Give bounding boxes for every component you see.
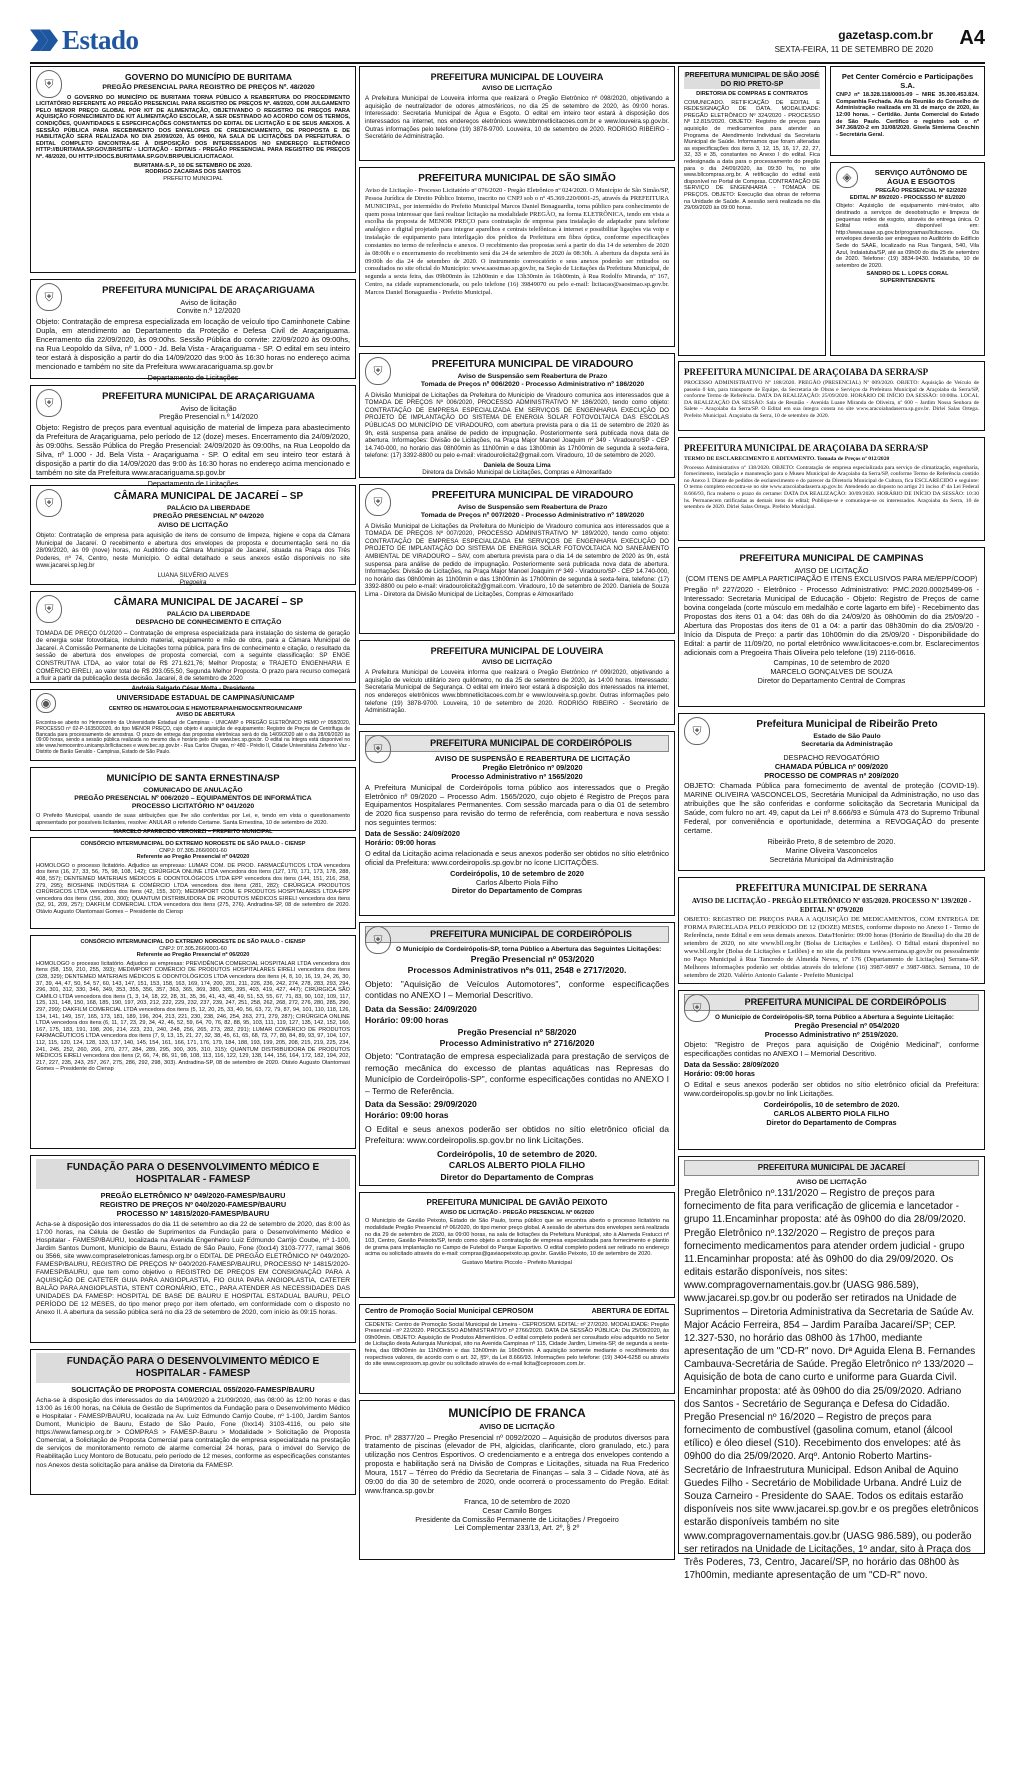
notice-object: Objeto: "Contratação de empresa especializada para prestação de serviços de remoção mecânica do excesso de plantas aquáticas nas Represas do Município de Cordeirópolis-SP", conforme especificações contidas no ANEXO I – Termo de Referência.	[365, 1051, 669, 1096]
notice-line: Processo Administrativo nº 2716/2020	[439, 1037, 595, 1048]
site-url[interactable]: gazetasp.com.br	[838, 28, 933, 42]
notice-title: ABERTURA DE EDITAL	[591, 1308, 669, 1315]
notice-cordeiropolis-1	[359, 731, 675, 916]
notice-campinas	[678, 547, 985, 707]
logo-text: Estado	[62, 25, 139, 55]
notice-body: O GOVERNO DO MUNICÍPIO DE BURITAMA TORNA PÚBLICO A REABERTURA DO PROCEDIMENTO LICITATÓRIO REFERENTE AO PREGÃO PRESENCIAL PARA REGISTRO DE PREÇOS Nº. 48/2020, COM JULGAMENTO PELO MENOR PREÇO GLOBAL POR KIT DE ALIMENTAÇÃO, OBJETIVANDO O REGISTRO DE PREÇOS PARA AQUISIÇÃO FORNECIMENTO DE KIT ALIMENTAÇÃO ESCOLAR, A SER DESTINADO AO ACORDO COM OS TERMOS, CONDIÇÕES, QUANTIDADES E ESPECIFICAÇÕES CONSTANTES DO EDITAL DE LICITAÇÃO E DE SEUS ANEXOS. A SESSÃO PÚBLICA PARA RECEBIMENTO DOS ENVELOPES DE CREDENCIAMENTO, DE PROPOSTA E DE HABILITAÇÃO SERÁ REALIZADA NO DIA 25/09/2020, ÀS 09H00, NA SALA DE LICITAÇÕES DA PREFEITURA. O EDITAL COMPLETO ENCONTRA-SE À DISPOSIÇÃO DOS INTERESSADOS NO ENDEREÇO ELETRÔNICO HTTP://BURITAMA.SP.GOV.BR/SITE/ - LICITAÇÃO - EDITAIS - PREGÃO PRESENCIAL PARA REGISTRO DE PREÇOS Nº. 48/2020, OU HTTP://DOCS.BURITAMA.SP.GOV.BR/PUBLIC/LICITACAO/.	[36, 94, 350, 160]
notice-subtitle: AVISO DE LICITAÇÃO	[481, 658, 553, 666]
notice-title: PREFEITURA MUNICIPAL DE LOUVEIRA	[430, 72, 604, 82]
notice-body: PROCESSO ADMINISTRATIVO Nº 188/2020. PREGÃO (PRESENCIAL) Nº 009/2020. OBJETO: Aquisição de Veículo de passeio 0 km, para transporte de Equipe, da Secretaria de Obras e Serviços da Prefeitura Municipal de Araçoiaba da Serra/SP, conforme Termo de Referência. DATA DA REALIZAÇÃO: 25/09/2020. HORÁRIO DE INÍCIO DA SESSÃO: 10:00hs. LOCAL DA REALIZAÇÃO DA SESSÃO: Sala de Reunião - Avenida Luane Miranda de Oliveira, nº 600 – Jardim Nossa Senhora de Salete – Araçoiaba da Serra/SP. O Edital em sua íntegra consta no site www.aracoiabadaserra.sp.gov.br. Dirlei Salas Ortega. Prefeito Municipal. Araçoiaba da Serra, 10 de setembro de 2020.	[684, 379, 979, 419]
notice-subtitle: Aviso de licitação	[180, 297, 237, 307]
notice-subtitle: EDITAL Nº 89/2020 - PROCESSO Nº 81/2020	[849, 194, 966, 201]
notice-signature: Carlos Alberto Piola Filho	[476, 877, 558, 887]
notice-intro: O Município de Cordeirópolis-SP, torna Público a Abertura das Seguintes Licitações:	[396, 945, 662, 953]
notice-intro: O Município de Cordeirópolis-SP, torna Público a Abertura a Seguinte Licitação:	[715, 1013, 954, 1021]
notice-ciensp-1	[30, 837, 356, 929]
notice-louveira-2	[359, 640, 675, 725]
notice-line: Processos Administrativos nºs 011, 2548 e 2717/2020.	[407, 965, 627, 976]
coat-of-arms-icon: ⛨	[36, 595, 62, 623]
notice-body: O edital da Licitação acima relacionada e seus anexos poderão ser obtidos no sítio eletrônico oficial da Prefeitura: www.cordeiropolis.sp.gov.br no ícone LICITAÇÕES.	[365, 848, 669, 867]
coat-of-arms-icon: ⛨	[36, 489, 62, 517]
notice-title: PREFEITURA MUNICIPAL DE SÃO JOSÉ DO RIO PRETO-SP	[684, 72, 820, 88]
notice-role: Diretor do Departamento Central de Compras	[757, 676, 906, 686]
notice-subtitle: PREGÃO PRESENCIAL PARA REGISTRO DE PREÇOS Nº. 48/2020	[102, 84, 315, 92]
notice-famesp-1	[30, 1155, 356, 1343]
notice-body: Pregão Eletrônico nº.131/2020 – Registro de preços para fornecimento de fita para verificação de glicemia e lancetador - grupo 11.Encaminhar proposta: até às 09h00 do dia 28/09/2020. Pregão Eletrônico nº.132/2020 – Registro de preços para fornecimento medicamentos para atender ordem judicial - grupo 11.Encaminhar proposta: até às 09h00 do dia 29/09/2020. Os editais estarão disponíveis, nos sites: www.compragovernamentais.gov.br (UASG 986.589), www.jacarei.sp.gov.br ou poderão ser retirados na Unidade de Suprimentos – Diretoria Administrativa da Secretaria de Saúde Av. Major Acácio Ferreira, 854 – Jardim Paraíba Jacareí/SP; CEP. 12.327-530, no horário das 08h00 às 17h00, mediante apresentação de um "CD-R" novo. Drª Aguida Elena B. Fernandes Cambauva-Secretária de Saúde. Pregão Eletrônico nº 133/2020 – Aquisição de bota de cano curto e uniforme para Guarda Civil. Encaminhar proposta: até às 09h00 do dia 25/09/2020. Adriano dos Santos - Secretário de Segurança e Defesa do Cidadão. Pregão Presencial nº 16/2020 – Registro de preços para fornecimento de combustível (gasolina comum, etanol (álcool etílico) e óleo diesel (S10). Recebimento dos envelopes: até às 09h00 do dia 25/09/2020. Arqº. Antonio Roberto Martins- Secretário de Infraestrutura Municipal. Edson Anibal de Aquino Guedes Filho - Secretário de Mobilidade Urbana. André Luiz de Souza Carneiro - Presidente do SAAE. Todos os editais estarão disponíveis nos site www.jacarei.sp.gov.br e os pregões eletrônicos estarão disponíveis também no site www.compragovernamentais.gov.br (UASG 986.589), ou poderão ser retirados na Unidade de Licitações, 1º andar, sito à Praça dos Três Poderes, 73, Centro, Jacareí/SP, no horário das 08h00 às 17h00min, mediante apresentação de um "CD-R" novo.	[684, 1188, 979, 1582]
notice-role: Diretora da Divisão Municipal de Licitações, Compras e Almoxarifado	[422, 469, 612, 477]
notice-subtitle: DESPACHO DE CONHECIMENTO E CITAÇÃO	[135, 619, 282, 627]
notice-title: CÂMARA MUNICIPAL DE JACAREÍ – SP	[113, 597, 304, 608]
notice-body: Acha-se à disposição dos interessados do dia 11 de setembro ao dia 22 de setembro de 2020, das 8:00 às 17:00 horas, na Célula de Gestão de Suprimentos da Fundação para o Desenvolvimento Médico e Hospitalar - FAMESP/BAURU, localizada na Avenida Engenheiro Luiz Edmundo Carrijo Coube, nº 1-100, Jardim Santos Dumont, Município de Bauru, Estado de São Paulo, Fone (0xx14) 3103-7777, ramal 3606 ou 3566, site www.compraseletronicas.famesp.org.br o EDITAL DE PREGÃO ELETRÔNICO Nº 049/2020-FAMESP/BAURU, REGISTRO DE PREÇOS Nº 040/2020-FAMESP/BAURU, PROCESSO Nº 14815/2020-FAMESP/BAURU, que tem como objetivo o REGISTRO DE PREÇOS EM CONSIGNAÇÃO PARA A AQUISIÇÃO DE CATETER GUIA PARA ANGIOPLASTIA, FIO GUIA PARA ANGIOPLASTIA, CATETER BALÃO PARA ANGIOPLASTIA, STENT CORONÁRIO, ETC., PARA ATENDER AS NECESSIDADES DAS UNIDADES DA FAMESP: HOSPITAL DE BASE DE BAURU E HOSPITAL ESTADUAL BAURU, PELO PERÍODO DE 12 MESES, do tipo menor preço por item ofertado, em conformidade com o disposto no Anexo II. A abertura da sessão pública será no dia 23 de setembro de 2020, com início às 09:15 horas.	[36, 1221, 350, 1317]
notice-body: OBJETO: Chamada Pública para fornecimento de avental de proteção (COVID-19). MARINE OLIVEIRA VASCONCELOS, Secretária Municipal da Administração, no uso das atribuições que lhe são conferidas e conforme solicitação da Secretaria Municipal da Saúde, com fulcro no art. 49, caput da Lei nº 8.666/93 e Súmula 473 do Supremo Tribunal Federal, por conveniência e oportunidade, determina a REVOGAÇÃO do presente certame.	[684, 781, 979, 835]
notice-body: Objeto: Contratação de empresa especializada em locação de veículo tipo Caminhonete Cabine Dupla, em atendimento ao Departamento da Proteção e Defesa Civil de Araçariguama. Encerramento dia 22/09/2020, às 09:00hs. Sessão Pública do convite: 22/09/2020 às 09:00hs, na Rua Leopoldo da Silva, nº 1.000 - Jd. Bela Vista - Araçariguama - SP. O edital em seu inteiro teor estará à disposição a partir do dia 14/09/2020 das 9:00 às 16:30 horas no endereço acima mencionado e também no site da Prefeitura www.aracariguama.sp.gov.br	[36, 317, 350, 371]
notice-body: O Município de Gavião Peixoto, Estado de São Paulo, torna público que se encontra aberto o processo licitatório na modalidade Pregão Presencial nº 06/2020, do tipo menor preço global. A sessão de abertura dos envelopes será realizada no dia 29 de setembro de 2020, às 09:00 horas, na sala de licitações da Prefeitura Municipal, sito à Alameda Fratucci nº 103, Centro, Gavião Peixoto/SP, tendo como objeto a contratação de empresa especializada para fornecimento e plantio de grama para implantação no Campo de Futebol do Parque Esportivo. O edital completo poderá ser retirado no endereço acima ou solicitado através do e-mail: compras@gaviaopeixoto.sp.gov.br. Gavião Peixoto, 10 de setembro de 2020.	[365, 1218, 669, 1258]
notice-aracariguama-2	[30, 385, 356, 488]
notice-law: Lei Complementar 233/13, Art. 2º, § 2º	[454, 1523, 580, 1533]
column-right	[678, 66, 985, 1582]
notice-date: Cordeirópolis, 10 de setembro de 2020.	[763, 1099, 900, 1109]
notice-body: Objeto: Registro de preços para eventual aquisição de material de limpeza para abastecimento da Prefeitura de Araçariguama, pelo período de 12 (doze) meses. Encerramento dia 24/09/2020, às 09:00hs. Sessão Pública do Pregão Presencial: 24/09/2020 às 09:00hs, na Rua Leopoldo da Silva, nº 1.000 - Jd. Bela Vista - Araçariguama - SP. O edital em seu inteiro teor estará à disposição a partir do dia 14/09/2020 das 9:00 às 16:30 horas no endereço acima mencionado e também no site da Prefeitura www.aracariguama.sp.gov.br	[36, 423, 350, 477]
notice-title: PREFEITURA MUNICIPAL DE GAVIÃO PEIXOTO	[426, 1198, 608, 1207]
notice-role: Diretor do Departamento de Compras	[451, 886, 583, 896]
notice-title: Pet Center Comércio e Participações S.A.	[841, 72, 974, 91]
notice-subtitle: AVISO DE SUSPENSÃO E REABERTURA DE LICITAÇÃO	[434, 753, 631, 763]
notice-subtitle: Pregão Presencial n.º 14/2020	[159, 412, 258, 422]
notice-signature: MARCELO APARECIDO VERONEZI – PREFEITO MUNICIPAL	[113, 828, 273, 835]
notice-object: Objeto: "Aquisição de Veículos Automotores", conforme especificações contidas no ANEXO I – Memorial Descritivo.	[365, 978, 669, 1001]
notice-body: Aviso de Licitação - Processo Licitatório nº 076/2020 - Pregão Eletrônico nº 024/2020. O Município de São Simão/SP, Pessoa Jurídica de Direito Público Interno, inscrito no CNPJ sob o nº 45.369.220/0001-25, através da PREFEITURA MUNICIPAL, por intermédio do Prefeito Municipal Marcos Daniel Bonaguardia, torna público para conhecimento de quem possa interessar que fará realizar licitação na modalidade PREGÃO, na forma ELETRÔNICA, tendo em vista a escolha da proposta de MENOR PREÇO para contratação de empresa para instalação de adaptador para telefone analógico e digital projetado para integrar aparelhos e centrais telefônicas à internet e possibilitar ligações via voip e instalação de equipamento para interligação dos prédios da Prefeitura em fibra óptica, conforme especificações constantes no termo de referência e anexos. O recebimento das propostas será a partir do dia 14 de setembro de 2020 às 08:00h e o encerramento do recebimento será dia 24 de setembro de 2020 às 08:30h. A abertura da disputa será às 09:00h do dia 24 de setembro de 2020. O instrumento convocatório e seus anexos poderão ser retirados ou consultados no site oficial do Município: www.saosimao.sp.gov.br, na Seção de Licitações da Prefeitura Municipal, de segunda a sexta feira, das 09h00min às 12h00min e das 13h30min às 16h00min, à Rua Rodolfo Miranda, nº 167, Centro, na cidade supramencionada, ou pelo telefone (16) 39849070 ou pelo e-mail: licitacao@saosimao.sp.gov.br. Marcos Daniel Bonaguardia - Prefeito Municipal.	[365, 187, 669, 296]
notice-body: COMUNICADO. RETIFICAÇÃO DE EDITAL E REDESIGNAÇÃO DE DATA. MODALIDADE: PREGÃO ELETRÔNICO Nº 324/2020 - PROCESSO Nº 12.815/2020. OBJETO: Registro de preços para aquisição de medicamentos para atender ao Programa de Atendimento Individual da Secretaria Municipal de Saúde. Informamos que foram alteradas as especificações dos itens 3, 12, 15, 16, 17, 22, 27, 32, 33 e 35, constantes no Anexo I do edital. Fica redesignada a data para o processamento do pregão para o dia 24/09/2020, às 09:30 hs, no site www.bllcompras.org.br. A retificação do edital está disponível no Portal de Compras. CONTRATAÇÃO DE SERVIÇO DE ENGENHARIA - TOMADA DE PREÇOS. OBJETO: Execução das obras de reforma na Unidade de Saúde. A sessão será realizada no dia 29/09/2020 às 09:00 horas.	[684, 99, 820, 212]
notice-title: PREFEITURA MUNICIPAL DE SERRANA	[735, 883, 928, 894]
coat-of-arms-icon: ⛨	[365, 735, 391, 763]
top-row	[678, 66, 985, 356]
notice-signature: Cesar Camilo Borges	[482, 1505, 552, 1515]
notice-date-line: Data da Sessão: 29/09/2020	[365, 1099, 477, 1110]
coat-of-arms-icon: ⛨	[36, 389, 62, 417]
right-stack	[830, 66, 985, 356]
notice-date-line: Data da Sessão: 24/09/2020	[365, 1003, 477, 1014]
coat-of-arms-icon: ⛨	[684, 994, 710, 1022]
notice-title: PREFEITURA MUNICIPAL DE VIRADOURO	[431, 490, 634, 501]
notice-subtitle: (COM ITENS DE AMPLA PARTICIPAÇÃO E ITENS EXCLUSIVOS PARA ME/EPP/COOP)	[685, 574, 978, 584]
notice-cordeiropolis-3	[678, 990, 985, 1150]
notice-body: HOMOLOGO o processo licitatório. Adjudico as empresas: LUMAR COM. DE PROD. FARMACÊUTICOS LTDA vencedora dos itens (16, 27, 33, 56, 75, 98, 108, 142); CIRÚRGICA ONLINE LTDA vencedora dos itens (127, 170, 171, 173, 178, 288, 408, 557); DENTEMED MATERIAIS MÉDICOS E ODONTOLÓGICOS LTDA EPP vencedora dos itens (144, 151, 216, 258, 279, 295); BIOSHINE INDÚSTRIA E COMÉRCIO LTDA vencedora dos itens (281, 282); CIRÚRGICA PRODUTOS CIRÚRGICOS LTDA vencedora dos itens (42, 155, 307); MEDIMPORT COM. E PRODUTOS HOSPITALARES LTDA-EPP vencedora dos itens (156, 200, 300); QUANTUM DISTRIBUIDORA DE PRODUTOS MÉDICOS EIRELI vencedora dos itens (52, 91, 209, 257); DAKFILM COMERCIAL LTDA vencedora dos itens (275, 276). Andradina-SP, 08 de setembro de 2020. Otávio Augusto Olantomasi Gomes – Presidente do Ciensp	[36, 862, 350, 915]
notice-jacarei-prefeitura	[678, 1156, 985, 1582]
notice-title: UNIVERSIDADE ESTADUAL DE CAMPINAS/UNICAMP	[116, 695, 295, 702]
notice-cnpj: CNPJ: 07.305.266/0001-60	[159, 847, 227, 854]
notice-buritama	[30, 66, 356, 273]
notice-date: Cordeirópolis, 10 de setembro de 2020.	[437, 1148, 597, 1159]
notice-cordeiropolis-2	[359, 922, 675, 1186]
coat-of-arms-icon: ⛨	[365, 357, 391, 385]
notice-title: CONSÓRCIO INTERMUNICIPAL DO EXTREMO NOROESTE DE SÃO PAULO - CIENSP	[80, 939, 306, 945]
notice-title: FUNDAÇÃO PARA O DESENVOLVIMENTO MÉDICO E HOSPITALAR - FAMESP	[36, 1353, 350, 1383]
notice-body: Acha-se à disposição dos interessados do dia 14/09/2020 a 21/09/2020, das 08:00 às 12:00 horas e das 13:00 às 16:00 horas, na Célula de Gestão de Suprimentos da Fundação para o Desenvolvimento Médico e Hospitalar - FAMESP/BAURU, localizada na Av. Luiz Edmundo Carrijo Coube, nº 1-100, Jardim Santos Dumont, Município de Bauru, Estado de São Paulo, Fone (0xx14) 3103-4116, ou pelo site https://www.famesp.org.br > COMPRAS > FAMESP-Bauru > Modalidade > Solicitação de Proposta Comercial, a Solicitação de Proposta Comercial para contratação de empresa especializada na prestação de serviços de monitoramento remoto de alarme comercial 24 horas, para o imóvel do Serviço de Reabilitação Lucy Montoro de Botucatu, pelo período de 12 meses, conforme as especificações constantes nos Anexos desta solicitação para análise da Diretoria da FAMESP.	[36, 1397, 350, 1469]
notice-signature: Andréia Salgado César Motta - Presidente	[131, 684, 255, 692]
coat-of-arms-icon: ⛨	[36, 70, 62, 98]
notice-subtitle: Tomada de Preços nº 006/2020 - Processo Administrativo nº 186/2020	[420, 381, 645, 389]
notice-title: PREFEITURA MUNICIPAL DE SÃO SIMÃO	[418, 173, 616, 184]
notice-date: Franca, 10 de setembro de 2020	[464, 1496, 570, 1506]
notice-title: GOVERNO DO MUNICÍPIO DE BURITAMA	[124, 72, 292, 82]
notice-line: Pregão Presencial nº 054/2020	[794, 1020, 900, 1030]
notice-body: A Prefeitura Municipal de Louveira informa que realizará o Pregão Eletrônico nº 099/2020, objetivando a aquisição de veículo utilitário zero quilômetro, no dia 25 de setembro de 2020, às 14:00 horas. Interessado: Secretaria Municipal de Segurança. O edital em inteiro teor estará à disposição dos interessados na internet, nos endereços eletrônicos www.bbmnetlicitacoes.com.br e www.louveira.sp.gov.br. Outras informações pelo telefone (19) 3878-9700. Louveira, 10 de setembro de 2020. RODRIGO RIBEIRO - Secretário de Administração.	[365, 669, 669, 715]
masthead	[30, 24, 985, 64]
notice-role: Diretor do Departamento de Compras	[766, 1117, 897, 1127]
notice-subtitle: Convite n.º 12/2020	[176, 306, 241, 316]
notice-signature: Marine Oliveira Vasconcelos	[785, 845, 878, 855]
notice-subtitle: PROCESSO LICITATÓRIO Nº 041/2020	[131, 803, 255, 811]
saae-logo-icon: ◈	[836, 166, 858, 188]
notice-subtitle: PREGÃO ELETRÔNICO Nº 049/2020-FAMESP/BAURU	[100, 1191, 286, 1201]
notice-title: SERVIÇO AUTÔNOMO DE ÁGUA E ESGOTOS	[874, 168, 968, 187]
notice-signature: RODRIGO ZACARIAS DOS SANTOS	[145, 169, 241, 176]
notice-unicamp	[30, 689, 356, 761]
notice-date: Cordeirópolis, 10 de setembro de 2020	[450, 868, 584, 878]
organization-name: Centro de Promoção Social Municipal CEPROSOM	[365, 1308, 534, 1315]
notice-subtitle: REGISTRO DE PREÇOS Nº 040/2020-FAMESP/BAURU	[99, 1200, 287, 1210]
notice-body: Encontra-se aberto no Hemocentro da Universidade Estadual de Campinas - UNICAMP o PREGÃO ELETRÔNICO HEMO nº 058/2020, PROCESSO nº 02-P-16350/2020, do tipo MENOR PREÇO, cujo objeto é aquisição de equipamento: Registro de Preços de Centrífuga de Bancada para processamento de amostras. O prazo de entrega das propostas eletrônicas será do dia 14/09/2020 até o dia 28/09/2020 às 09:00 horas, sendo a sessão pública realizada no mesmo dia e horário pelo site www.bec.sp.gov.br. O edital na íntegra está disponível no site www.hemocentro.unicamp.br/licitacoes e www.bec.sp.gov.br - Rua Carlos Chagas, nº 480 - Prédio II, Cidade Universitária Zeferino Vaz - Distrito de Barão Geraldo - Campinas, Estado de São Paulo.	[36, 719, 350, 756]
notice-body: Pregão nº 227/2020 - Eletrônico - Processo Administrativo: PMC.2020.00025499-06 - Interessado: Secretaria Municipal de Educação - Objeto: Registro de Preços de carne bovina congelada (corte músculo em medalhão e corte lagarto em bife) - Recebimento das Propostas dos itens 01 a 04: das 08h do dia 24/09/20 às 08h00min do dia 25/09/20 - Abertura das Propostas dos itens de 01 a 04: a partir das 08h30min do dia 25/09/20 - Início da Disputa de Preço: a partir das 10h00min do dia 25/09/20 - Disponibilidade do Edital: a partir de 11/09/20, no portal eletrônico www.licitacoes-e.com.br. Esclarecimentos adicionais com a Pregoeira Thais Oliveira pelo telefone (19) 2116-0616.	[684, 585, 979, 657]
notice-title: MUNICÍPIO DE SANTA ERNESTINA/SP	[106, 773, 280, 784]
coat-of-arms-icon: ⛨	[36, 283, 62, 311]
notice-body: TOMADA DE PREÇO 01/2020 – Contratação de empresa especializada para instalação do sistema de geração de energia solar fotovoltaica, incluindo material, equipamento e mão de obra, para a Câmara Municipal de Jacareí. A Comissão Permanente de Licitações torna pública, para fins de conhecimento e citação, o resultado da sessão de abertura dos envelopes de proposta comercial, com a seguinte classificação: SP ENGE CONSTRUTIVA LTDA, ao valor total de R$ 271.621,76; Melhor Proposta; e TRAJETO ENGENHARIA E COMÉRCIO EIRELI, ao valor total de R$ 293.055,50, Segunda Melhor Proposta. O prazo para recurso começará a fluir a partir da publicação desta decisão. Jacareí, 8 de setembro de 2020	[36, 629, 350, 683]
notice-body: Proc. nº 28377/20 – Pregão Presencial nº 0092/2020 – Aquisição de produtos diversos para tratamento de piscinas (elevador de PH, algicidas, clarificante, cloro granulado, etc.) para utilização nos Centros Esportivos. O credenciamento e a entrega dos envelopes contendo a proposta e habilitação será na Divisão de Compras e Licitações, situada na Rua Frederico Moura, 1517 – Térreo do Prédio da Secretaria de Finanças – sala 3 – Cidade Nova, até às 09:00 do dia 30 de setembro de 2020, onde ocorrerá o processamento do Pregão. Edital: www.franca.sp.gov.br	[365, 1432, 669, 1495]
notice-title: PREFEITURA MUNICIPAL DE ARAÇOIABA DA SERRA/SP	[684, 443, 929, 453]
notice-body: O Edital e seus anexos poderão ser obtidos no sítio eletrônico oficial da Prefeitura: www.cordeiropolis.sp.gov.br no link Licitações.	[365, 1123, 669, 1146]
notice-body: A Divisão Municipal de Licitações da Prefeitura do Município de Viradouro comunica aos interessados que a TOMADA DE PREÇOS Nº 007/2020, PROCESSO ADMINISTRATIVO Nº 189/2020, tendo como objeto: CONTRATAÇÃO DE EMPRESA ESPECIALIZADA EM SERVIÇOS DE ENGENHARIA EXECUÇÃO DO PROJETO DE IMPLANTAÇÃO DO SISTEMA DE ENERGIA SOLAR FOTOVOLTAICA NO SANEAMENTO AMBIENTAL DE VIRADOURO – SAV, com abertura prevista para o dia 14 de setembro de 2020 às 9h, está suspensa para análise de pedido de impugnação. Posteriormente será publicada nova data de abertura. Informações: Divisão de Licitações, na Praça Major Manoel Joaquim nº 349 - Viradouro/SP - CEP 14.740-000, no horário das 08h00min às 11h00min e das 13h00min às 17h00min de segunda à sexta-feira, telefone: (17) 3392-8800 ou pelo e-mail: viradourolicita2@gmail.com. Viradouro, 10 de setembro de 2020. Daniela de Souza Lima - Diretora da Divisão Municipal de Licitações, Compras e Almoxarifado	[365, 522, 669, 598]
notice-subtitle: Aviso de Suspensão sem Reabertura de Prazo	[457, 373, 608, 381]
notice-role: SUPERINTENDENTE	[879, 278, 935, 284]
notice-time-line: Horário: 09:00 horas	[365, 837, 436, 847]
notice-title: PREFEITURA MUNICIPAL DE LOUVEIRA	[430, 646, 604, 656]
column-left	[30, 66, 356, 1501]
notice-title: Prefeitura Municipal de Ribeirão Preto	[756, 719, 938, 730]
notice-title: MUNICÍPIO DE FRANCA	[448, 1406, 586, 1420]
notice-subtitle: Secretaria da Administração	[801, 741, 893, 749]
notice-date-line: Data de Sessão: 24/09/2020	[365, 829, 460, 839]
notice-line: Pregão Presencial nº 053/2020	[470, 954, 595, 964]
notice-role: Pregoeira	[179, 579, 207, 587]
header-rule	[30, 62, 985, 64]
notice-subtitle: CENTRO DE HEMATOLOGIA E HEMOTERAPIA/HEMOCENTRO/UNICAMP	[108, 705, 303, 712]
notice-body: OBJETO: REGISTRO DE PREÇOS PARA A AQUISIÇÃO DE MEDICAMENTOS, COM ENTREGA DE FORMA PARCELADA PELO PERÍODO DE 12 (DOZE) MESES, conforme disposto no Anexo I - Termo de Referência, neste Edital e em seus demais anexos. Data/Horário: 09:00 horas (Horário de Brasília) do dia 28 de setembro de 2020, no site www.bll.org.br (Bolsa de Licitações e Leilões). O Edital estará disponível no www.bll.org.br (Bolsa de Licitações e Leilões) e no site da prefeitura www.serrana.sp.gov.br ou pessoalmente no Paço Municipal à Rua Tancredo de Almeida Neves, nº 176 (Departamento de Licitações) Serrana-SP. Melhores informações poderão ser obtidas através do telefone (16) 3987-9897 e 3987-9863. Serrana, 10 de setembro de 2020. Valério Antonio Galante - Prefeito Municipal	[684, 916, 979, 980]
notice-role: Presidente da Comissão Permanente de Licitações / Pregoeiro	[415, 1514, 619, 1524]
notice-line: Pregão Presencial nº 58/2020	[457, 1026, 577, 1037]
notice-date-line: Data da Sessão: 28/09/2020	[684, 1060, 779, 1070]
notice-signature: LUANA SILVÉRIO ALVES	[157, 571, 229, 579]
notice-body: CNPJ nº 18.328.118/0001-09 – NIRE 35.300.453.824. Companhia Fechada. Ata da Reunião do Conselho de Administração realizada em 31 de março de 2020, às 12:00 horas. – Certidão. Junta Comercial do Estado de São Paulo. Certifico o registro sob o nº 347.368/20-2 em 31/08/2020. Gisela Simiema Ceschin - Secretária Geral.	[836, 92, 979, 138]
column-middle	[359, 66, 675, 1566]
notice-department: Departamento de Licitações	[147, 372, 239, 382]
notice-line: Processo Administrativo nº 2519/2020.	[764, 1029, 899, 1039]
notice-line: Pregão Eletrônico nº 09/2020	[482, 762, 583, 772]
notice-body: Objeto: Aquisição de equipamento mini-trator, alto destinado a serviços de desobstrução e limpeza de pequenas redes de esgoto, através de entrega única. O Edital está disponível em: http://www.saae.sp.gov.br/programas/licitacoes. Os envelopes deverão ser entregues no Auditório do Edifício Sede do SAAE, localizado na Rua Tangará, 540, Vila Azul, Indaiatuba/SP, até as 09h00 do dia 25 de setembro de 2020. Telefone: (19) 3834-9430. Indaiatuba, 10 de setembro de 2020.	[836, 203, 979, 269]
notice-subtitle: Referente ao Pregão Presencial nº 04/2020	[136, 854, 250, 861]
issue-date: SEXTA-FEIRA, 11 DE SETEMBRO DE 2020	[774, 45, 933, 54]
notice-subtitle: Aviso de licitação	[180, 403, 237, 413]
notice-franca	[359, 1400, 675, 1560]
notice-subtitle: DESPACHO REVOGATÓRIO	[783, 752, 880, 762]
notice-body: A Prefeitura Municipal de Cordeirópolis torna público aos interessados que o Pregão Eletrônico nº 09/2020 – Processo Adm. 1565/2020, cujo objeto é Registro de Preços para Equipamentos Hospitalares Permanentes. Com sessão marcada para o dia 01 de setembro de 2020 fica suspenso para revisão do termo de referência, com reabertura e nova sessão nos seguintes termos:	[365, 782, 669, 828]
notice-line: Processo Administrativo nº 1565/2020	[451, 771, 583, 781]
notice-aracoiaba-2	[678, 437, 985, 541]
notice-body: HOMOLOGO o processo licitatório. Adjudico as empresas: PREVIDÊNCIA COMERCIAL HOSPITALAR LTDA vencedora dos itens (58, 159, 210, 255, 393); MEDIMPORT COMÉRCIO DE PRODUTOS HOSPITALARES EIRELI vencedora dos itens (328, 329); DENTEMED MATERIAIS MÉDICOS E ODONTOLÓGICOS LTDA vencedora dos itens (4, 8, 10, 16, 19, 24, 26, 30, 37, 39, 44, 47, 50, 54, 57, 60, 143, 147, 151, 153, 158, 163, 169, 174, 200, 201, 211, 226, 236, 242, 274, 278, 283, 293, 294, 296, 301, 312, 330, 346, 349, 353, 355, 356, 357, 363, 365, 369, 380, 385, 395, 403, 419, 427, 447); CIRÚRGICA SÃO CAMILO LTDA vencedora dos itens (1, 3, 14, 18, 22, 28, 31, 35, 36, 41, 43, 48, 49, 51, 53, 55, 67, 71, 83, 90, 102, 109, 117, 125, 131, 148, 150, 168, 185, 190, 197, 203, 212, 222, 229, 232, 237, 239, 247, 251, 258, 262, 268, 272, 276, 280, 285, 290, 297, 299); DAKFILM COMERCIAL LTDA vencedora dos itens (5, 12, 20, 25, 33, 40, 56, 63, 72, 79, 87, 94, 101, 110, 118, 126, 134, 141, 149, 157, 165, 173, 181, 189, 196, 204, 213, 221, 230, 238, 246, 254, 263, 271, 279, 287); CIRÚRGICA ONLINE LTDA vencedora dos itens (6, 11, 17, 23, 29, 34, 42, 46, 52, 59, 64, 70, 76, 82, 88, 95, 103, 111, 119, 127, 135, 142, 152, 160, 167, 175, 183, 191, 198, 206, 214, 223, 231, 240, 248, 256, 265, 273, 282, 291); LUMAR COMÉRCIO DE PRODUTOS FARMACÊUTICOS LTDA vencedora dos itens (7, 9, 13, 15, 21, 27, 32, 38, 45, 61, 65, 68, 73, 77, 80, 84, 89, 93, 97, 104, 107, 112, 115, 120, 124, 128, 133, 137, 140, 145, 154, 161, 166, 171, 176, 179, 184, 188, 193, 199, 205, 208, 215, 219, 225, 234, 241, 245, 252, 260, 266, 270, 277, 284, 289, 295, 300, 305, 310, 315); QUANTUM DISTRIBUIDORA DE PRODUTOS MÉDICOS EIRELI vencedora dos itens (2, 66, 74, 86, 91, 98, 108, 113, 116, 122, 129, 138, 144, 156, 164, 172, 182, 194, 202, 217, 227, 235, 243, 257, 267, 275, 286, 292, 298, 303). Andradina-SP, 08 de setembro de 2020. Otávio Augusto Olantomasi Gomes – Presidente do Ciensp	[36, 960, 350, 1073]
notice-subtitle: PROCESSO DE COMPRAS nº 209/2020	[764, 770, 899, 780]
notice-cnpj: CNPJ: 07.305.266/0001-60	[159, 945, 227, 952]
notice-title: PREFEITURA MUNICIPAL DE JACAREÍ	[684, 1160, 979, 1176]
notice-subtitle: Tomada de Preços nº 007/2020 - Processo Administrativo nº 189/2020	[420, 512, 645, 520]
notice-title: PREFEITURA MUNICIPAL DE ARAÇARIGUAMA	[102, 285, 315, 296]
notice-signature: CARLOS ALBERTO PIOLA FILHO	[773, 1108, 890, 1118]
notice-serrana	[678, 877, 985, 984]
notice-date: BURITAMA-S.P., 10 DE SETEMBRO DE 2020.	[134, 162, 252, 169]
notice-louveira-1	[359, 66, 675, 161]
notice-sao-simao	[359, 167, 675, 347]
notice-subtitle: PREGÃO PRESENCIAL Nº 006/2020 – EQUIPAMENTOS DE INFORMÁTICA	[74, 794, 312, 802]
notice-header	[365, 1308, 669, 1320]
notice-ceprosom	[359, 1304, 675, 1394]
notice-body: A Prefeitura Municipal de Louveira informa que realizará o Pregão Eletrônico nº 098/2020, objetivando a aquisição de neutralizador de odores atmosféricos, no dia 25 de setembro de 2020, às 09:00 horas. Interessado: Secretaria Municipal de Água e Esgoto. O edital em inteiro teor estará à disposição dos interessados na internet, nos endereços eletrônicos www.bbmnetlicitacoes.com.br e www.louveira.sp.gov.br. Outras informações pelo telefone (19) 3878-9700. Louveira, 10 de setembro de 2020. RODRIGO RIBEIRO - Secretário de Administração.	[365, 95, 669, 141]
notice-subtitle: Referente ao Pregão Presencial nº 06/2020	[136, 952, 250, 959]
notice-role: PREFEITO MUNICIPAL	[163, 175, 223, 182]
notice-subtitle: AVISO DE LICITAÇÃO	[479, 1421, 555, 1431]
notice-famesp-2	[30, 1349, 356, 1495]
notice-subtitle: COMUNICADO DE ANULAÇÃO	[143, 786, 243, 794]
notice-signature: Gustavo Martins Piccolo - Prefeito Municipal	[462, 1259, 572, 1266]
notice-ribeirao-preto	[678, 713, 985, 871]
notice-aracariguama-1	[30, 279, 356, 382]
notice-signature: Daniela de Souza Lima	[483, 461, 551, 469]
notice-date: Ribeirão Preto, 8 de setembro de 2020.	[767, 836, 896, 846]
estado-logo	[30, 24, 139, 57]
notice-saae	[830, 162, 985, 356]
notice-title: PREFEITURA MUNICIPAL DE ARAÇARIGUAMA	[102, 391, 315, 402]
notice-title: PREFEITURA MUNICIPAL DE CORDEIRÓPOLIS	[365, 926, 669, 943]
notice-time-line: Horário: 09:00 horas	[684, 1069, 755, 1079]
notice-pet-center	[830, 66, 985, 156]
notice-sao-jose-rio-preto	[678, 66, 826, 356]
notice-body: O Prefeito Municipal, usando de suas atribuições que lhe são conferidas por Lei, e, tendo em vista o questionamento apresentado por possíveis licitantes, resolve: ANULAR o referido Certame. Santa Ernestina, 10 de setembro de 2020.	[36, 813, 350, 827]
notice-subtitle: PROCESSO Nº 14815/2020-FAMESP/BAURU	[116, 1209, 270, 1219]
notice-subtitle: AVISO DE LICITAÇÃO	[796, 1178, 867, 1186]
notice-title: PREFEITURA MUNICIPAL DE CORDEIRÓPOLIS	[684, 994, 979, 1011]
notice-jacarei-camara-1	[30, 485, 356, 585]
notice-title: PREFEITURA MUNICIPAL DE CORDEIRÓPOLIS	[365, 735, 669, 752]
notice-signature: CARLOS ALBERTO PIOLA FILHO	[448, 1160, 586, 1171]
notice-title: PREFEITURA MUNICIPAL DE ARAÇOIABA DA SERRA/SP	[684, 367, 929, 377]
notice-subtitle: PALÁCIO DA LIBERDADE	[166, 505, 251, 513]
notice-object: Objeto: "Registro de Preços para aquisição de Oxigênio Medicinal", conforme especificações contidas no ANEXO I – Memorial Descritivo.	[684, 1040, 979, 1059]
notice-role: Diretor do Departamento de Compras	[440, 1171, 594, 1182]
notice-date: Campinas, 10 de setembro de 2020	[773, 658, 890, 668]
notice-subtitle: PREGÃO PRESENCIAL Nº 04/2020	[153, 513, 264, 521]
coat-of-arms-icon: ⛨	[365, 926, 391, 954]
notice-subtitle: DIRETORIA DE COMPRAS E CONTRATOS	[696, 91, 808, 98]
notice-subtitle: AVISO DE LICITAÇÃO	[794, 565, 869, 575]
notice-viradouro-2	[359, 484, 675, 634]
notice-aracoiaba-1	[678, 361, 985, 431]
page-number: A4	[959, 27, 985, 49]
notice-santa-ernestina	[30, 767, 356, 835]
coat-of-arms-icon: ⛨	[365, 488, 391, 516]
notice-signature: SANDRO DE L. LOPES CORAL	[866, 271, 949, 278]
coat-of-arms-icon: ⛨	[684, 717, 710, 745]
notice-subtitle: PREGÃO PRESENCIAL Nº 62/2020	[875, 188, 967, 195]
notice-role: Secretária Municipal da Administração	[769, 854, 894, 864]
notice-subtitle: AVISO DE LICITAÇÃO	[157, 521, 229, 529]
notice-gaviao-peixoto	[359, 1192, 675, 1298]
university-logo-icon: ◉	[36, 693, 56, 713]
notice-subtitle: AVISO DE LICITAÇÃO - PREGÃO PRESENCIAL Nº 06/2020	[439, 1209, 595, 1216]
notice-title: CÂMARA MUNICIPAL DE JACAREÍ – SP	[113, 491, 304, 502]
notice-subtitle: Estado de São Paulo	[813, 733, 881, 741]
notice-subtitle: SOLICITAÇÃO DE PROPOSTA COMERCIAL 055/2020-FAMESP/BAURU	[71, 1385, 315, 1395]
notice-subtitle: TERMO DE ESCLARECIMENTO E ADITAMENTO. Tomada de Preços nº 012/2020	[684, 455, 890, 462]
notice-jacarei-camara-2	[30, 591, 356, 692]
notice-time-line: Horário: 09:00 horas	[365, 1110, 449, 1121]
notice-subtitle: Aviso de Suspensão sem Reabertura de Prazo	[457, 504, 608, 512]
notice-body: Processo Administrativo nº 138/2020. OBJETO: Contratação de empresa especializada para serviço de climatização, engenharia, fornecimento, instalação e manutenção para o Museu Municipal de Araçoiaba da Serra/SP, conforme Termo de Referência contido no Anexo I. Diante de pedidos de esclarecimento e do parecer da Diretoria Municipal de Cultura, fica ESCLARECIDO e seguinte: O termo completo encontra-se no site www.aracoiabadaserra.sp.gov.br. Atendendo ao disposto no artigo 21 inciso 4º da Lei Federal 8.666/93, fica reaberto o prazo do certame: DATA DA REALIZAÇÃO: 30/09/2020. HORÁRIO DE INÍCIO DA SESSÃO: 10:30 hs. Permanecem ratificadas as demais itens do edital; Publique-se e comunique-se os interessados. Araçoiaba da Serra, 10 de setembro de 2020. Dirlei Salas Ortega. Prefeito Municipal.	[684, 464, 979, 511]
notice-time-line: Horário: 09:00 horas	[365, 1015, 449, 1026]
notice-subtitle: AVISO DE LICITAÇÃO	[481, 84, 553, 92]
notice-body: O Edital e seus anexos poderão ser obtidos no sítio eletrônico oficial da Prefeitura: www.cordeiropolis.sp.gov.br no link Licitações.	[684, 1079, 979, 1098]
notice-body: A Divisão Municipal de Licitações da Prefeitura do Município de Viradouro comunica aos interessados que a TOMADA DE PREÇOS Nº 006/2020, PROCESSO ADMINISTRATIVO Nº 186/2020, tendo como objeto: CONTRATAÇÃO DE EMPRESA ESPECIALIZADA EM SERVIÇOS DE ENGENHARIA EXECUÇÃO DO PROJETO DE IMPLANTAÇÃO DO SISTEMA DE ENERGIA SOLAR FOTOVOLTAICA DAS ESCOLAS PÚBLICAS DO MUNICÍPIO DE VIRADOURO, com abertura prevista para o dia 11 de setembro de 2020 às 9h, está suspensa para análise de pedido de impugnação. Posteriormente será publicada nova data de abertura. Informações: Divisão de Licitações, na Praça Major Manoel Joaquim nº 349 - Viradouro/SP - CEP 14.740-000, no horário das 08h00min às 11h00min e das 13h00min às 17h00min de segunda à sexta-feira, telefone: (17) 3392-8800 ou pelo e-mail: viradourolicita2@gmail.com. Viradouro, 10 de setembro de 2020.	[365, 391, 669, 460]
notice-subtitle: PALÁCIO DA LIBERDADE	[166, 611, 251, 619]
notice-title: CONSÓRCIO INTERMUNICIPAL DO EXTREMO NOROESTE DE SÃO PAULO - CIENSP	[80, 841, 306, 847]
notice-title: FUNDAÇÃO PARA O DESENVOLVIMENTO MÉDICO E HOSPITALAR - FAMESP	[36, 1159, 350, 1189]
notice-title: PREFEITURA MUNICIPAL DE CAMPINAS	[739, 553, 924, 564]
notice-subtitle: CHAMADA PÚBLICA nº 009/2020	[774, 761, 889, 771]
notice-signature: MARCELO GONÇALVES DE SOUZA	[770, 667, 893, 677]
notice-body: CEDENTE: Centro de Promoção Social Municipal de Limeira - CEPROSOM. EDITAL: nº 27/2020. MODALIDADE: Pregão Presencial - nº 22/2020. PROCESSO ADMINISTRATIVO nº 2766/2020. DATA DA SESSÃO PÚBLICA: Dia 25/09/2020, às 09h00min. OBJETO: Aquisição de Produtos Alimentícios. O edital completo poderá ser consultado e/ou adquirido no Setor de Licitação desta Autarquia Municipal, sito na Avenida Campinas nº 115, Cidade Jardim, Limeira-SP, de segunda a sexta-feira, das 08h00min às 11h00min e das 13h00min às 16h00min. A aquisição somente mediante o recolhimento dos respectivos valores, de acordo com o art. 32, §5º, da Lei 8.666/93. Informações pelo telefone: (19) 3404-6258 ou através do site www.ceprosom.sp.gov.br ou solicitado através do e-mail licita@ceprosom.com.br.	[365, 1321, 669, 1368]
notice-body: Objeto: Contratação de empresa para aquisição de itens de consumo de limpeza, higiene e copa da Câmara Municipal de Jacareí. O recebimento e abertura dos envelopes de proposta e documentação será no dia 28/09/2020, às 09 (nove) horas, no Auditório da Câmara Municipal de Jacareí, situada na Praça dos Três Poderes, nº 74, Centro, neste Município. O edital detalhado e seus anexos estão disponíveis no site www.jacarei.sp.leg.br	[36, 532, 350, 570]
notice-ciensp-2	[30, 935, 356, 1149]
notice-subtitle: AVISO DE LICITAÇÃO - PREGÃO ELETRÔNICO Nº 035/2020. PROCESSO Nº 139/2020 - EDITAL Nº 079/2020	[691, 897, 972, 914]
notice-department: Departamento de Licitações	[147, 478, 239, 488]
notice-viradouro-1	[359, 353, 675, 478]
notice-subtitle: AVISO DE ABERTURA	[175, 712, 236, 719]
notice-title: PREFEITURA MUNICIPAL DE VIRADOURO	[431, 359, 634, 370]
